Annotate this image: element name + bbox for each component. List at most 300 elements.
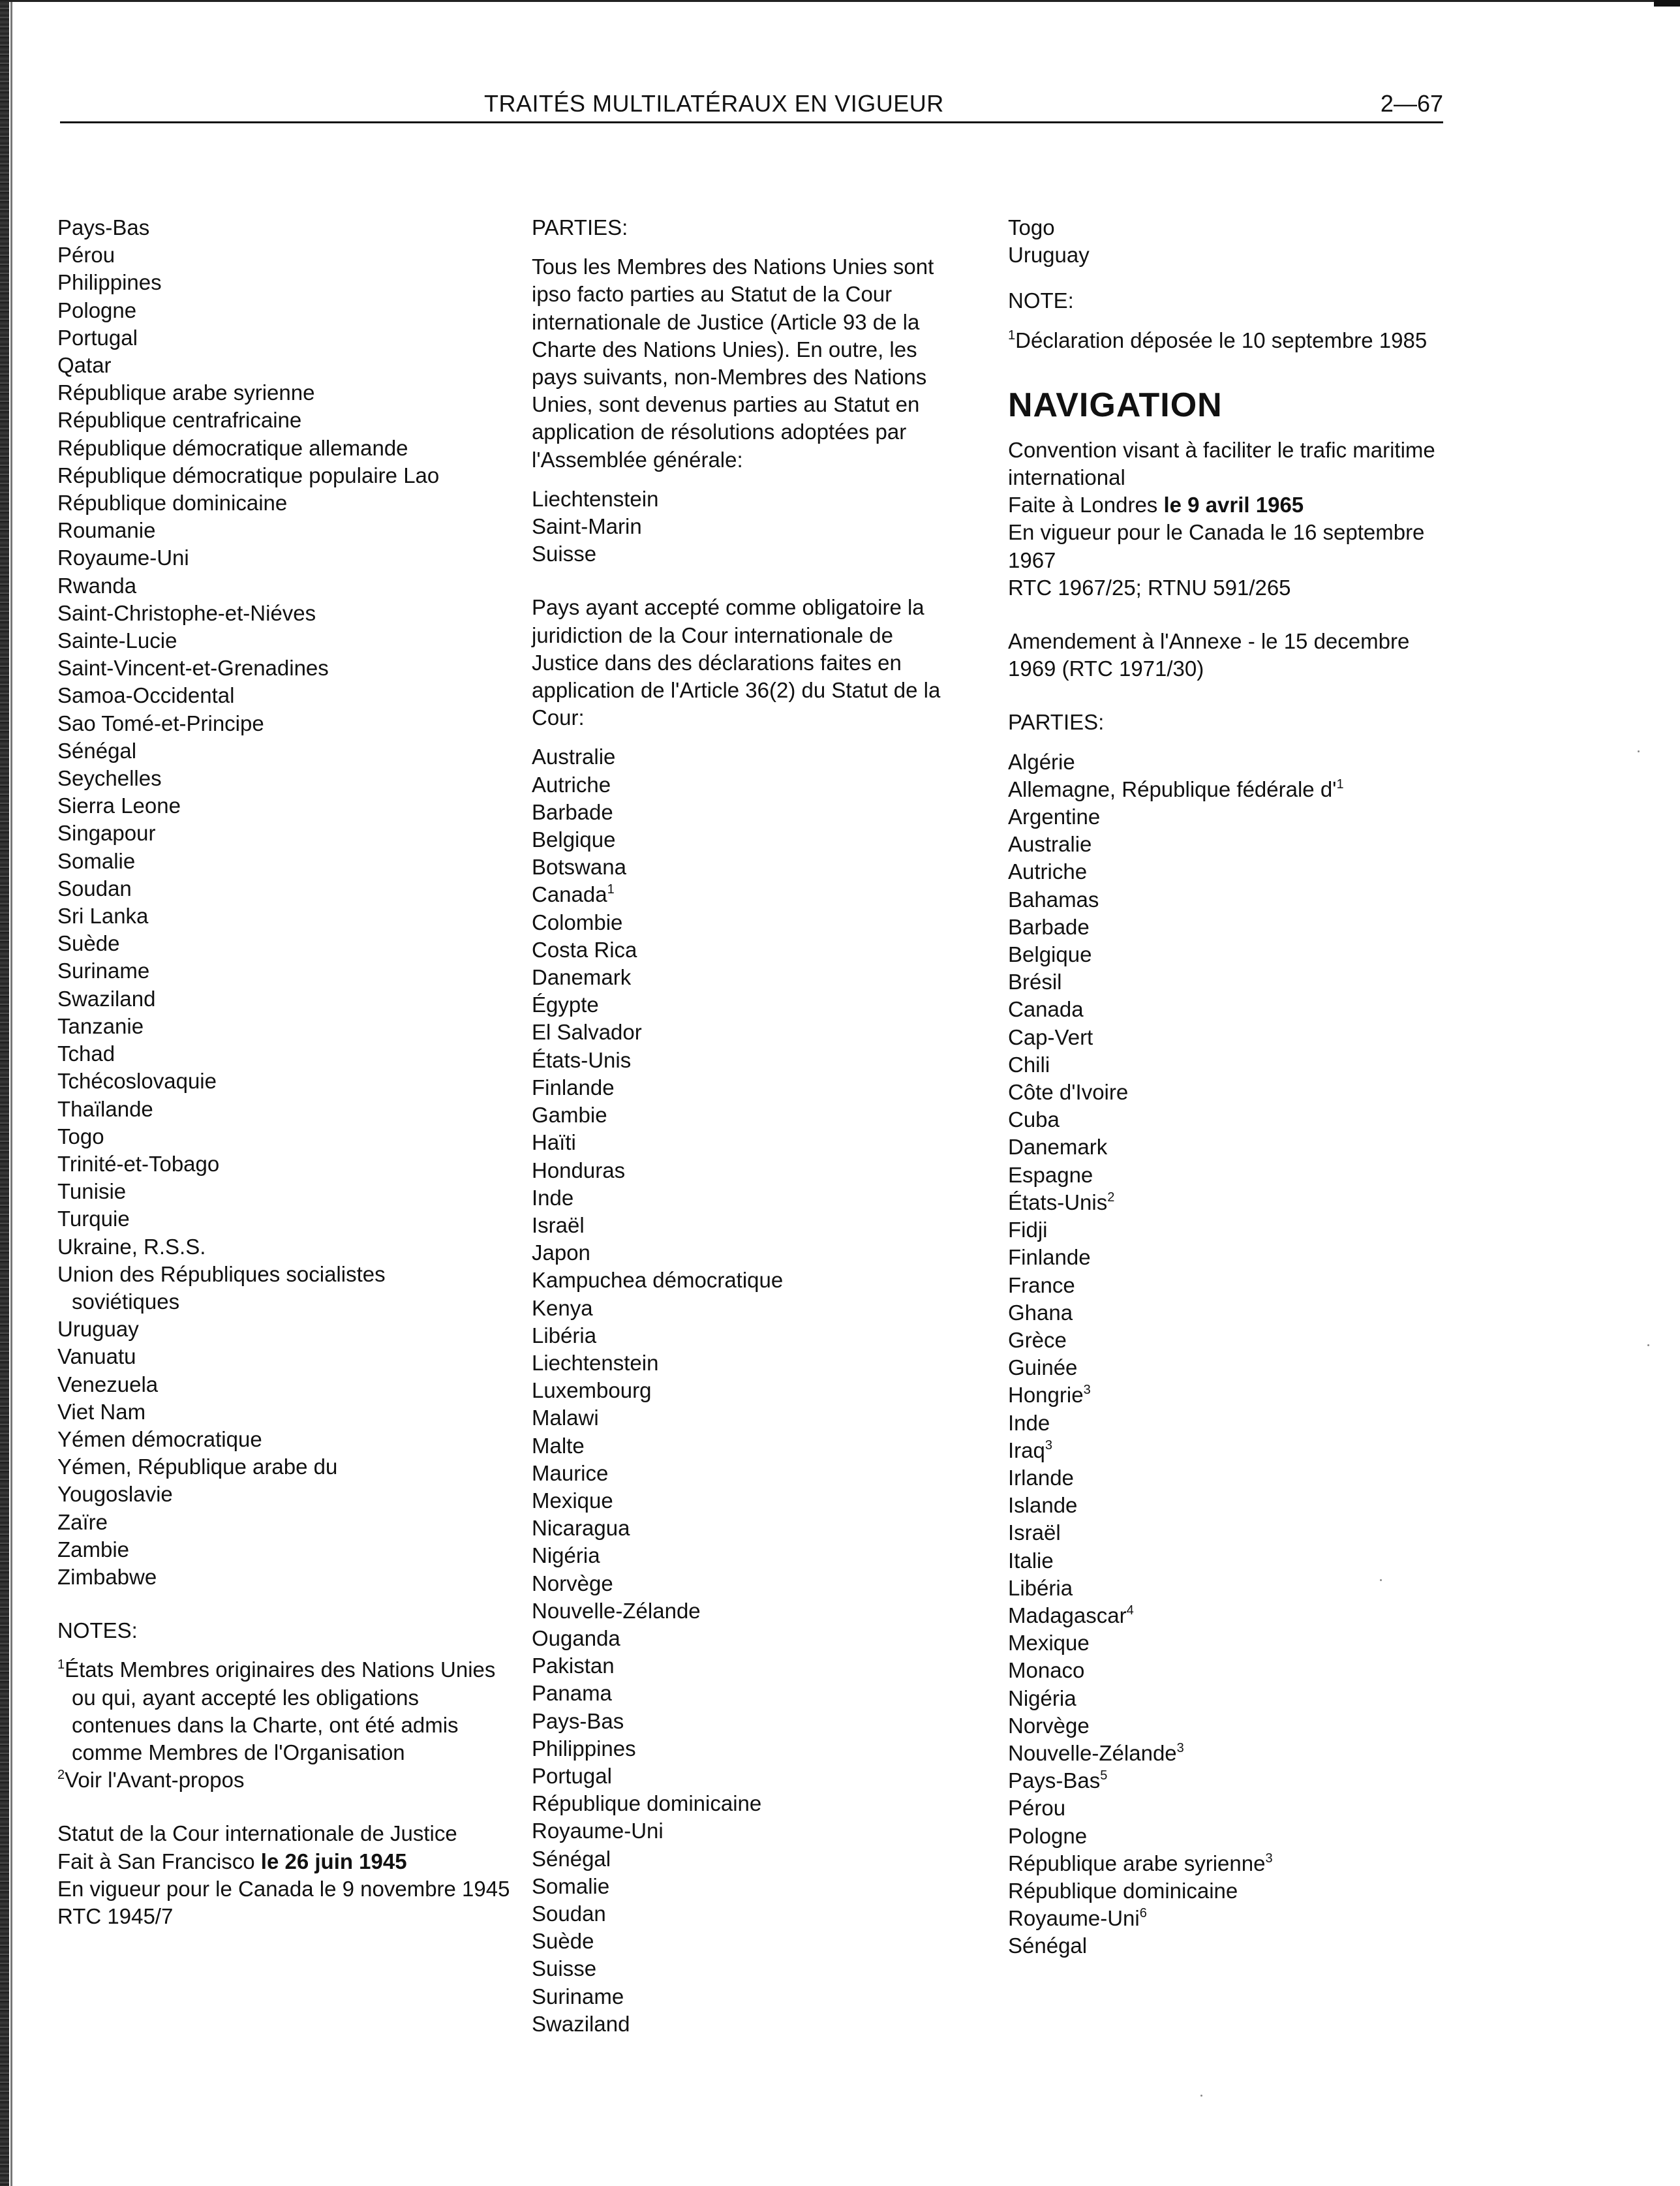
list-item-label: Zaïre [57, 1509, 108, 1534]
list-item [1008, 968, 1452, 996]
list-item-label: Portugal [57, 325, 138, 350]
footnote-marker: 1 [607, 882, 615, 897]
statute-ref: RTC 1945/7 [57, 1903, 174, 1928]
list-item [57, 682, 514, 709]
list-item [1008, 1629, 1452, 1657]
list-item [532, 1239, 966, 1267]
list-item-label: Roumanie [57, 518, 156, 543]
list-item-label: Canada [1008, 997, 1084, 1022]
convention-done [1008, 491, 1452, 519]
list-item [532, 1542, 966, 1569]
list-item [1008, 1354, 1452, 1381]
list-item-label: France [1008, 1272, 1075, 1297]
list-item-label: Thaïlande [57, 1096, 153, 1121]
list-item-label: Finlande [1008, 1245, 1091, 1270]
list-item-label: Luxembourg [532, 1378, 652, 1403]
statute-title: Statut de la Cour internationale de Justice [57, 1821, 457, 1846]
footnote-marker: 3 [1265, 1851, 1273, 1866]
list-item-label: Sénégal [57, 738, 137, 763]
list-item-label: Norvège [1008, 1713, 1090, 1738]
list-item [57, 737, 514, 765]
footnote-marker: 1 [57, 1657, 65, 1672]
list-item-label: Pays-Bas [57, 215, 150, 239]
list-item [532, 1983, 966, 2010]
list-item [1008, 1685, 1452, 1712]
list-item [532, 1157, 966, 1184]
list-item-label: Ghana [1008, 1300, 1073, 1325]
list-item [57, 654, 514, 682]
list-item-label: Maurice [532, 1460, 609, 1485]
list-item [532, 1267, 966, 1294]
list-item [532, 1377, 966, 1404]
list-item [1008, 1051, 1452, 1079]
list-item [57, 214, 514, 241]
list-item-label: Swaziland [532, 2011, 630, 2036]
list-item [1008, 1189, 1452, 1216]
list-item-label: Nigéria [532, 1543, 600, 1568]
jurisdiction-list-continued [532, 909, 966, 2038]
list-item-label: République démocratique allemande [57, 435, 408, 460]
list-item-label: Philippines [532, 1736, 636, 1761]
list-item [1008, 1492, 1452, 1519]
footnote-marker: 3 [1176, 1740, 1184, 1755]
amendment: Amendement à l'Annexe - le 15 decembre 1969 (RTC 1971/30) [1008, 629, 1410, 681]
column-3 [1008, 214, 1452, 1960]
intro-paragraph: Tous les Membres des Nations Unies sont ipso facto parties au Statut de la Cour internationale de Justice (Article 93 de la Charte des Nations Unies). En outre, les pays suivants, non-Membres des Nations Unies, sont devenus parties au Statut en application de résolutions adoptées par l'Assemblée générale: [532, 254, 934, 472]
running-header [60, 90, 1443, 121]
list-item-label: Yougoslavie [57, 1482, 173, 1507]
list-item [532, 1460, 966, 1487]
list-item [532, 771, 966, 799]
list-item [1008, 1244, 1452, 1271]
list-item [532, 1184, 966, 1212]
list-item-label: Belgique [1008, 942, 1092, 967]
list-item [532, 1295, 966, 1322]
list-item [532, 1763, 966, 1790]
jurisdiction-list [532, 743, 966, 881]
list-item [57, 985, 514, 1013]
list-item [57, 324, 514, 352]
list-item-label: Brésil [1008, 970, 1062, 994]
list-item-label: Argentine [1008, 805, 1101, 829]
list-item [1008, 1272, 1452, 1299]
list-item [532, 1652, 966, 1680]
list-item-label: Suisse [532, 1956, 597, 1981]
list-item-label: Belgique [532, 827, 616, 852]
list-item-label: Égypte [532, 993, 599, 1017]
footnote-1 [1008, 327, 1452, 354]
list-item [57, 1205, 514, 1233]
footnote-text: États Membres originaires des Nations Unies ou qui, ayant accepté les obligations contenues dans la Charte, ont été admis comme Membres de l'Organisation [65, 1657, 496, 1764]
list-item [57, 1123, 514, 1150]
list-item [57, 848, 514, 875]
list-item-label: Zambie [57, 1537, 130, 1562]
list-item [1008, 1767, 1452, 1794]
list-item [57, 1150, 514, 1178]
list-item [57, 297, 514, 324]
list-item-label: Tunisie [57, 1179, 127, 1204]
list-item-label: Pérou [1008, 1796, 1066, 1821]
scan-speck [1638, 750, 1640, 752]
convention-done-date: le 9 avril 1965 [1163, 493, 1304, 517]
list-item [1008, 214, 1452, 241]
list-item-label: Turquie [57, 1207, 130, 1231]
list-item-label: Singapour [57, 821, 156, 846]
list-item [1008, 241, 1452, 269]
list-item [57, 930, 514, 957]
scan-edge [0, 0, 9, 2186]
list-item [57, 379, 514, 407]
footnote-marker: 6 [1139, 1906, 1147, 1921]
convention-done-prefix: Faite à Londres [1008, 493, 1164, 517]
list-item-label: Royaume-Uni [532, 1819, 664, 1843]
list-item-label: Israël [532, 1212, 585, 1237]
list-item-label: Suisse [532, 542, 597, 566]
list-item [57, 1316, 514, 1343]
list-item-label: Algérie [1008, 749, 1075, 774]
page-top-border [9, 0, 1666, 2]
list-item-label: Pologne [57, 298, 137, 322]
list-item [57, 489, 514, 517]
list-item [57, 627, 514, 654]
list-item [1008, 1162, 1452, 1189]
statute-done-date: le 26 juin 1945 [260, 1849, 407, 1873]
list-item-label: Barbade [1008, 914, 1090, 939]
list-item-label: Tanzanie [57, 1013, 144, 1038]
parties-label: PARTIES: [532, 215, 628, 239]
list-item [1008, 1712, 1452, 1740]
list-item-label: Italie [1008, 1548, 1054, 1573]
list-item-label: Guinée [1008, 1355, 1078, 1380]
list-item-label: Monaco [1008, 1658, 1085, 1683]
list-item [532, 1873, 966, 1900]
list-item-label: Kampuchea démocratique [532, 1268, 784, 1293]
list-item-label: Bahamas [1008, 887, 1099, 912]
list-item-label: Royaume-Uni [1008, 1906, 1140, 1931]
list-item [532, 1597, 966, 1625]
list-item-label: République dominicaine [57, 491, 288, 516]
list-item-label: Suède [57, 931, 120, 956]
convention-force: En vigueur pour le Canada le 16 septembre 1967 [1008, 520, 1425, 572]
list-item [57, 1233, 514, 1261]
list-item-label: Chili [1008, 1052, 1050, 1077]
list-item [1008, 996, 1452, 1023]
list-item-label: République dominicaine [1008, 1878, 1238, 1903]
list-item [532, 1404, 966, 1432]
list-item-label: Togo [1008, 215, 1055, 239]
list-item-label: Colombie [532, 910, 623, 934]
list-item [1008, 1216, 1452, 1244]
statute-force: En vigueur pour le Canada le 9 novembre 1945 [57, 1876, 510, 1901]
list-item-label: Danemark [1008, 1135, 1108, 1160]
list-item [532, 909, 966, 936]
list-item [532, 1817, 966, 1845]
list-item [57, 820, 514, 847]
list-item [532, 1708, 966, 1735]
list-item-label: Somalie [532, 1873, 610, 1898]
list-item-label: Pérou [57, 243, 115, 268]
list-item-label: Allemagne, République fédérale d' [1008, 777, 1337, 801]
list-item-label: Haïti [532, 1130, 576, 1155]
list-item-label: Seychelles [57, 766, 162, 791]
list-item [532, 1432, 966, 1460]
list-item-label: Viet Nam [57, 1399, 146, 1424]
list-item-label: Saint-Marin [532, 514, 642, 539]
list-item [1008, 803, 1452, 831]
list-item [57, 1013, 514, 1040]
list-item [532, 1047, 966, 1074]
list-item [57, 1343, 514, 1370]
list-item-label: Cuba [1008, 1107, 1060, 1132]
list-item-label: Liechtenstein [532, 1350, 659, 1375]
list-item-continuation: soviétiques [72, 1289, 180, 1314]
list-item-label: Swaziland [57, 986, 156, 1011]
footnote-marker: 1 [1336, 777, 1344, 792]
list-item [1008, 776, 1452, 803]
list-item-label: Iraq [1008, 1438, 1045, 1462]
list-item-label: États-Unis [1008, 1190, 1108, 1214]
convention-title: Convention visant à faciliter le trafic maritime international [1008, 437, 1435, 490]
list-item [57, 352, 514, 379]
list-item-label: Uruguay [1008, 243, 1090, 268]
member-list [57, 214, 514, 1261]
list-item [1008, 858, 1452, 885]
member-list-continued [57, 1316, 514, 1591]
list-item-label: Japon [532, 1240, 590, 1265]
list-item-label: République centrafricaine [57, 408, 302, 433]
list-item [532, 1129, 966, 1156]
list-item [532, 1680, 966, 1707]
list-item-label: Yémen, République arabe du [57, 1455, 338, 1479]
list-item-label: Tchécoslovaquie [57, 1069, 217, 1094]
list-item [532, 1101, 966, 1129]
list-item [57, 600, 514, 627]
list-item-label: Philippines [57, 270, 162, 295]
list-item-label: République démocratique populaire Lao [57, 463, 440, 487]
list-item-label: Soudan [532, 1901, 606, 1926]
list-item-label: Libéria [1008, 1575, 1073, 1600]
list-item [57, 462, 514, 489]
list-item [532, 936, 966, 964]
list-item-label: Rwanda [57, 573, 137, 598]
list-item-label: Yémen démocratique [57, 1426, 262, 1451]
list-item [57, 1371, 514, 1398]
list-item [57, 1453, 514, 1481]
list-item-label: Danemark [532, 965, 632, 990]
list-item [57, 241, 514, 269]
list-item [532, 2010, 966, 2038]
list-item-label: Hongrie [1008, 1383, 1084, 1408]
list-item [532, 1487, 966, 1515]
list-item [1008, 1657, 1452, 1684]
list-item [532, 1900, 966, 1928]
list-item [532, 1845, 966, 1873]
list-item-label: Grèce [1008, 1327, 1067, 1352]
list-item [1008, 914, 1452, 941]
list-item [1008, 1024, 1452, 1051]
list-item-label: Irlande [1008, 1465, 1074, 1490]
list-item-label: Tchad [57, 1041, 115, 1066]
list-item [1008, 1877, 1452, 1905]
footnote-marker: 3 [1045, 1438, 1052, 1453]
list-item [1008, 1740, 1452, 1767]
list-item-label: Inde [532, 1185, 574, 1210]
list-item [57, 957, 514, 985]
list-item-label: Suriname [532, 1984, 624, 2009]
list-item-label: Royaume-Uni [57, 546, 189, 570]
list-item [1008, 886, 1452, 914]
list-item-label: Mexique [1008, 1631, 1090, 1655]
list-item-label: Nouvelle-Zélande [1008, 1740, 1177, 1765]
list-item [57, 792, 514, 820]
footnote-text: Déclaration déposée le 10 septembre 1985 [1015, 328, 1428, 352]
footnote-marker: 1 [1008, 328, 1016, 343]
list-item: Union des Républiques socialistes [57, 1261, 386, 1286]
list-item [1008, 1299, 1452, 1327]
list-item [532, 1735, 966, 1763]
column-1 [57, 214, 514, 1930]
list-item [57, 1096, 514, 1123]
list-item-label: Pays-Bas [1008, 1768, 1101, 1793]
statute-done-prefix: Fait à San Francisco [57, 1849, 261, 1873]
list-item-label: Autriche [1008, 859, 1088, 884]
list-item-label: Canada [532, 882, 607, 907]
footnote-text: Voir l'Avant-propos [65, 1768, 245, 1793]
list-item-label: Sao Tomé-et-Principe [57, 711, 264, 735]
list-item [1008, 1602, 1452, 1629]
list-item [57, 710, 514, 737]
list-item [57, 1068, 514, 1095]
list-item-label: Ukraine, R.S.S. [57, 1234, 206, 1259]
list-item [532, 826, 966, 854]
list-item [1008, 1932, 1452, 1960]
list-item-label: Zimbabwe [57, 1564, 157, 1589]
list-item-label: Samoa-Occidental [57, 683, 235, 708]
list-item-label: Sainte-Lucie [57, 628, 177, 653]
list-item [532, 743, 966, 771]
list-item-label: Finlande [532, 1075, 615, 1100]
list-item [1008, 1519, 1452, 1547]
list-item-label: Norvège [532, 1571, 613, 1595]
list-item [532, 881, 966, 908]
list-item [532, 1570, 966, 1597]
list-item-label: Côte d'Ivoire [1008, 1080, 1129, 1105]
list-item [1008, 941, 1452, 968]
parties-label: PARTIES: [1008, 710, 1105, 735]
list-item-label: Sri Lanka [57, 904, 149, 929]
list-item [532, 1955, 966, 1982]
header-title: TRAITÉS MULTILATÉRAUX EN VIGUEUR [484, 90, 944, 117]
parties-list [1008, 748, 1452, 1960]
list-item-label: Suriname [57, 959, 150, 983]
list-item-label: Pakistan [532, 1654, 615, 1678]
list-item-label: Venezuela [57, 1372, 159, 1396]
list-item-label: Cap-Vert [1008, 1024, 1093, 1049]
list-item [1008, 1547, 1452, 1575]
footnote-marker: 2 [57, 1768, 65, 1783]
list-item-label: Uruguay [57, 1317, 139, 1342]
note-label: NOTE: [1008, 288, 1074, 313]
list-item-label: Islande [1008, 1493, 1078, 1518]
list-item-label: Sénégal [532, 1846, 611, 1871]
page-number: 2—67 [1380, 90, 1443, 117]
list-item [57, 1426, 514, 1453]
list-item [532, 1019, 966, 1046]
list-item-label: Pologne [1008, 1823, 1088, 1848]
scan-speck [1200, 2095, 1202, 2097]
list-item [57, 1040, 514, 1068]
list-item [57, 1509, 514, 1536]
statute-done [57, 1848, 514, 1875]
list-item [532, 1928, 966, 1955]
list-item [57, 1398, 514, 1426]
list-item-label: Nouvelle-Zélande [532, 1598, 701, 1623]
list-item-label: Nicaragua [532, 1516, 630, 1541]
list-item-label: Vanuatu [57, 1344, 136, 1369]
scan-speck [1380, 1579, 1382, 1581]
list-item [1008, 1409, 1452, 1437]
notes-label: NOTES: [57, 1618, 138, 1643]
list-item-label: République arabe syrienne [1008, 1851, 1266, 1875]
list-item [57, 544, 514, 572]
list-item-label: Saint-Christophe-et-Niéves [57, 600, 316, 625]
list-item [1008, 1905, 1452, 1932]
list-item-label: Somalie [57, 848, 136, 873]
list-item-label: Botswana [532, 855, 626, 880]
list-item-label: Suède [532, 1929, 594, 1954]
list-item [532, 1212, 966, 1239]
list-item-label: Libéria [532, 1323, 597, 1347]
footnote-1 [57, 1656, 514, 1766]
list-item [532, 513, 966, 540]
list-item-label: Mexique [532, 1488, 613, 1513]
list-item-label: Ouganda [532, 1625, 620, 1650]
list-item-label: Saint-Vincent-et-Grenadines [57, 656, 329, 681]
list-item [532, 1625, 966, 1652]
scan-edge-line [10, 0, 12, 2186]
list-item-label: Sierra Leone [57, 793, 181, 818]
list-item [1008, 1381, 1452, 1409]
list-item-label: États-Unis [532, 1047, 632, 1072]
list-item [532, 991, 966, 1019]
list-item [57, 1481, 514, 1508]
list-item-label: Gambie [532, 1103, 607, 1128]
list-item [532, 1515, 966, 1542]
list-item [1008, 1133, 1452, 1161]
list-item [57, 407, 514, 434]
list-item [57, 875, 514, 902]
footnote-marker: 2 [1107, 1190, 1115, 1205]
list-item-label: Liechtenstein [532, 486, 659, 511]
list-item [1008, 1794, 1452, 1822]
column-2 [532, 214, 966, 2038]
footnote-marker: 4 [1126, 1603, 1134, 1618]
list-item-label: République dominicaine [532, 1791, 762, 1816]
list-item [57, 1178, 514, 1205]
list-item [532, 854, 966, 881]
list-item-label: Malte [532, 1433, 585, 1458]
list-item-label: Nigéria [1008, 1686, 1077, 1710]
list-item-label: Qatar [57, 353, 112, 378]
list-item [57, 765, 514, 792]
list-item-label: Malawi [532, 1406, 599, 1430]
list-item [532, 799, 966, 826]
list-item-label: Togo [57, 1124, 104, 1148]
list-item-label: Espagne [1008, 1162, 1093, 1187]
list-item-label: Australie [1008, 832, 1092, 857]
list-item [57, 269, 514, 296]
list-item [1008, 1850, 1452, 1877]
